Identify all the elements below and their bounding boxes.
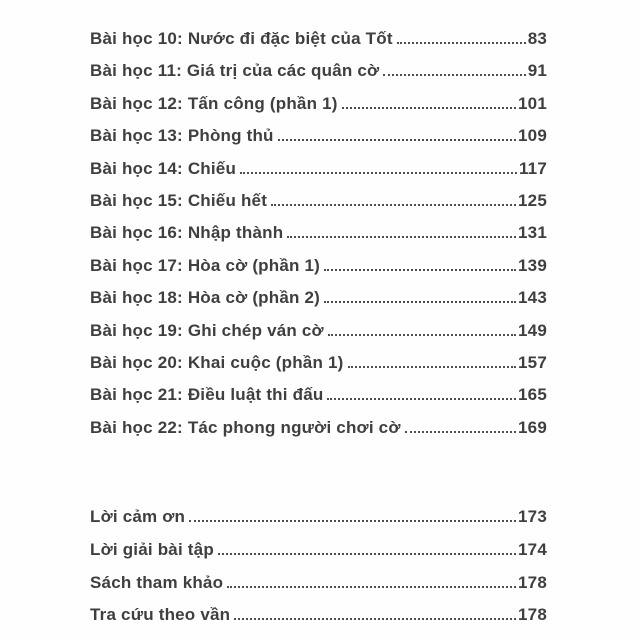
dot-leader bbox=[287, 236, 516, 238]
toc-entry-label: Bài học 16: Nhập thành bbox=[90, 223, 284, 243]
toc-entry-page-number: 125 bbox=[518, 190, 547, 210]
toc-entry bbox=[90, 88, 547, 120]
dot-leader bbox=[397, 42, 526, 44]
dot-leader bbox=[324, 301, 516, 303]
dot-leader bbox=[234, 618, 516, 620]
toc-entry-label: Bài học 21: Điều luật thi đấu bbox=[90, 385, 324, 405]
toc-entry-page-number: 139 bbox=[518, 255, 547, 275]
toc-entry-page-number: 83 bbox=[527, 29, 547, 48]
toc-lessons-group bbox=[90, 23, 547, 444]
toc-entry-label: Bài học 17: Hòa cờ (phần 1) bbox=[90, 255, 321, 275]
toc-entry-label: Bài học 13: Phòng thủ bbox=[90, 126, 274, 146]
toc-entry-label: Bài học 15: Chiếu hết bbox=[90, 190, 268, 210]
dot-leader bbox=[189, 520, 516, 522]
toc-entry bbox=[90, 534, 547, 567]
toc-entry bbox=[90, 501, 547, 534]
dot-leader bbox=[383, 74, 525, 76]
toc-entry bbox=[90, 347, 547, 379]
table-of-contents bbox=[90, 23, 547, 632]
toc-entry-label: Bài học 10: Nước đi đặc biệt của Tốt bbox=[90, 29, 393, 48]
toc-entry-label: Lời giải bài tập bbox=[90, 539, 214, 559]
dot-leader bbox=[271, 204, 516, 206]
dot-leader bbox=[324, 269, 516, 271]
toc-entry-page-number: 169 bbox=[518, 417, 547, 437]
dot-leader bbox=[348, 366, 517, 368]
toc-entry bbox=[90, 55, 547, 87]
toc-entry-page-number: 157 bbox=[518, 352, 547, 372]
toc-entry-label: Sách tham khảo bbox=[90, 572, 224, 592]
toc-entry bbox=[90, 23, 547, 55]
toc-entry-page-number: 174 bbox=[518, 539, 547, 559]
dot-leader bbox=[278, 139, 516, 141]
toc-entry-label: Tra cứu theo vần bbox=[90, 605, 231, 625]
toc-entry bbox=[90, 567, 547, 600]
toc-entry bbox=[90, 599, 547, 632]
toc-entry-page-number: 178 bbox=[518, 605, 547, 625]
toc-entry-page-number: 178 bbox=[518, 572, 547, 592]
toc-entry bbox=[90, 153, 547, 185]
toc-entry bbox=[90, 412, 547, 444]
toc-entry-label: Bài học 19: Ghi chép ván cờ bbox=[90, 320, 324, 340]
toc-entry-page-number: 165 bbox=[518, 385, 547, 405]
dot-leader bbox=[328, 334, 516, 336]
toc-entry bbox=[90, 379, 547, 411]
toc-entry bbox=[90, 120, 547, 152]
toc-entry-label: Bài học 11: Giá trị của các quân cờ bbox=[90, 61, 380, 81]
toc-entry bbox=[90, 250, 547, 282]
toc-entry-page-number: 143 bbox=[518, 288, 547, 308]
dot-leader bbox=[218, 553, 516, 555]
dot-leader bbox=[342, 107, 516, 109]
toc-entry-page-number: 101 bbox=[518, 93, 547, 113]
toc-entry-label: Bài học 18: Hòa cờ (phần 2) bbox=[90, 288, 321, 308]
toc-entry-label: Bài học 20: Khai cuộc (phần 1) bbox=[90, 352, 344, 372]
toc-entry-page-number: 131 bbox=[518, 223, 547, 243]
toc-entry bbox=[90, 282, 547, 314]
toc-entry-page-number: 149 bbox=[518, 320, 547, 340]
dot-leader bbox=[327, 398, 516, 400]
toc-entry-label: Bài học 12: Tấn công (phần 1) bbox=[90, 93, 338, 113]
toc-entry-label: Bài học 14: Chiếu bbox=[90, 158, 237, 178]
toc-entry-label: Lời cảm ơn bbox=[90, 507, 186, 527]
dot-leader bbox=[405, 431, 516, 433]
toc-entry-label: Bài học 22: Tác phong người chơi cờ bbox=[90, 417, 401, 437]
toc-entry bbox=[90, 315, 547, 347]
dot-leader bbox=[240, 172, 517, 174]
toc-back-matter-group bbox=[90, 501, 547, 632]
toc-entry-page-number: 173 bbox=[518, 507, 547, 527]
dot-leader bbox=[227, 586, 516, 588]
toc-entry-page-number: 91 bbox=[527, 61, 547, 81]
toc-entry-page-number: 109 bbox=[518, 126, 547, 146]
toc-entry bbox=[90, 217, 547, 249]
toc-entry bbox=[90, 185, 547, 217]
toc-entry-page-number: 117 bbox=[518, 158, 547, 178]
